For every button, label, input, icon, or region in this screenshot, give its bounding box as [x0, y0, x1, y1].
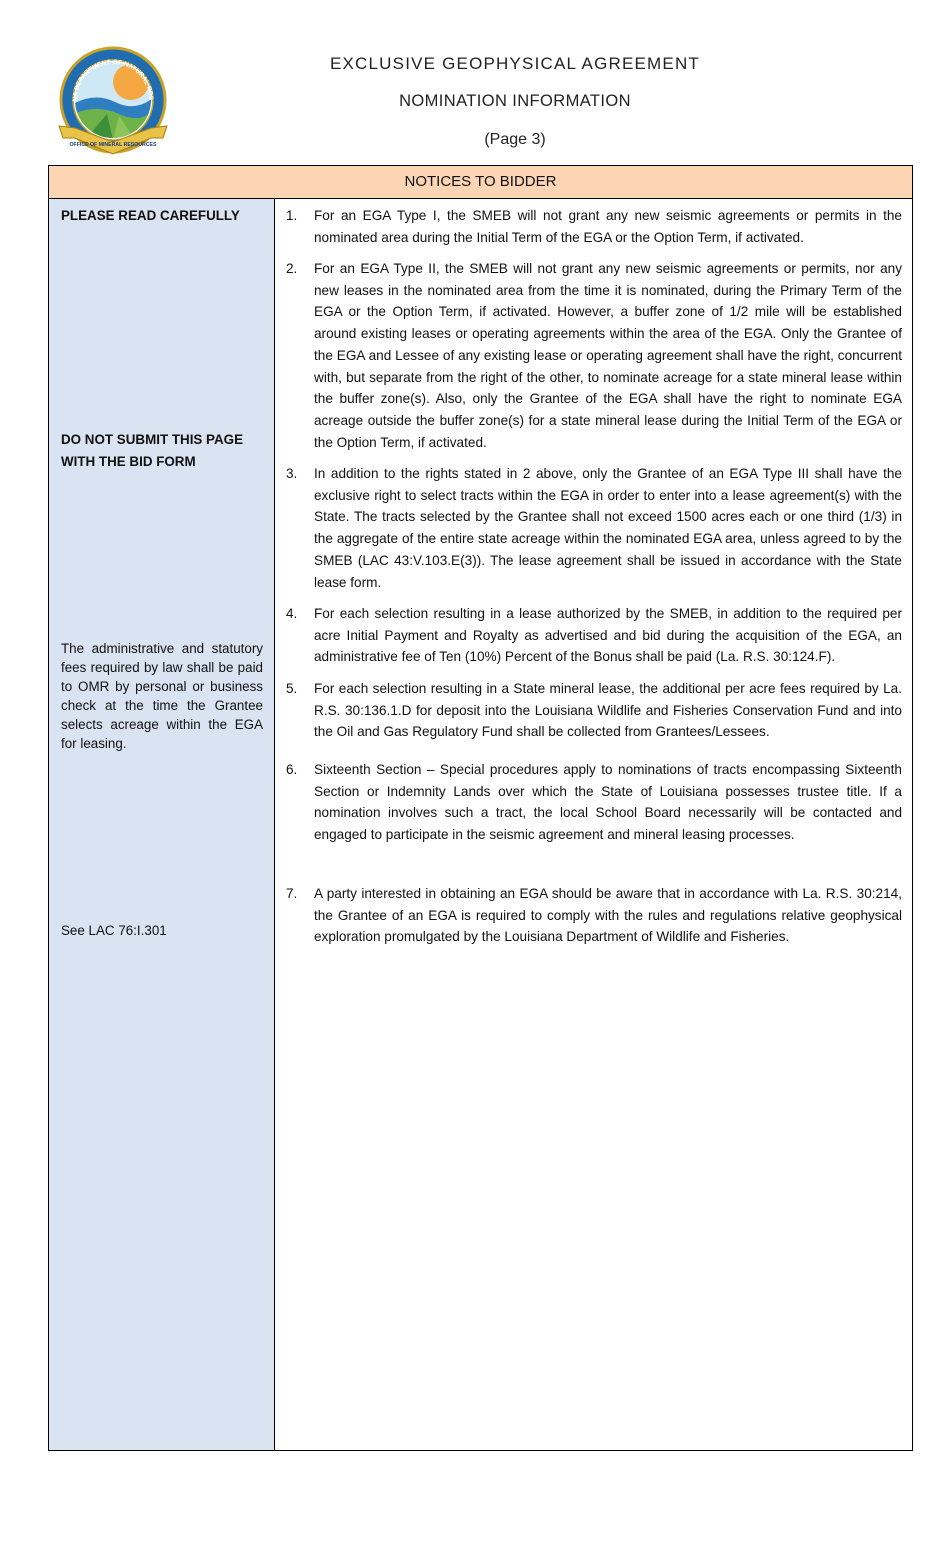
do-not-submit-note: DO NOT SUBMIT THIS PAGE WITH THE BID FORM — [61, 432, 244, 469]
notice-item — [286, 463, 902, 593]
please-read-carefully: PLEASE READ CAREFULLY — [61, 208, 240, 223]
lac-reference: See LAC 76:I.301 — [61, 923, 167, 938]
notice-text: In addition to the rights stated in 2 above, only the Grantee of an EGA Type III shall have the exclusive right to select tracts within the EGA in order to enter into a lease agreement(s) with the State. The tracts selected by the Grantee shall not exceed 1500 acres each or one third (1/3) in the aggregate of the entire state acreage within the nominated EGA area, unless agreed to by the SMEB (LAC 43:V.103.E(3)). The lease agreement shall be issued in accordance with the State lease form. — [314, 466, 902, 590]
notice-number: 1. — [286, 208, 298, 223]
seal-top-text: NA DEPARTMENT OF NATURAL RES — [71, 58, 155, 102]
notice-number: 2. — [286, 261, 298, 276]
notices-banner: NOTICES TO BIDDER — [48, 165, 913, 199]
department-seal-logo — [55, 42, 181, 162]
seal-ribbon-text: OFFICE OF MINERAL RESOURCES — [69, 142, 157, 148]
page-number: (Page 3) — [484, 131, 546, 148]
notice-item — [286, 205, 902, 248]
notice-text: For each selection resulting in a lease authorized by the SMEB, in addition to the required per acre Initial Payment and Royalty as advertised and bid during the acquisition of the EGA, an administrative fee of Ten (10%) Percent of the Bonus shall be paid (La. R.S. 30:124.F). — [314, 606, 902, 665]
notice-number: 3. — [286, 466, 298, 481]
notes-sidebar — [48, 199, 274, 1451]
notice-item — [286, 603, 902, 668]
fees-note: The administrative and statutory fees required by law shall be paid to OMR by personal or business check at the time the Grantee selects acreage within the EGA for leasing. — [61, 641, 263, 751]
notice-item — [286, 883, 902, 948]
notice-item — [286, 759, 902, 846]
form-title: EXCLUSIVE GEOPHYSICAL AGREEMENT — [329, 54, 701, 73]
notice-text: For each selection resulting in a State mineral lease, the additional per acre fees required by La. R.S. 30:136.1.D for deposit into the Louisiana Wildlife and Fisheries Conservation Fund and into the Oil and Gas Regulatory Fund shall be collected from Grantees/Lessees. — [314, 681, 902, 740]
notice-number: 6. — [286, 762, 298, 777]
notice-text: For an EGA Type II, the SMEB will not grant any new seismic agreements or permits, nor any new leases in the nominated area from the time it is nominated, during the Primary Term of the EGA or the Option Term, if activated. However, a buffer zone of 1/2 mile will be established around existing leases or operating agreements within the area of the EGA. Only the Grantee of the EGA and Lessee of any existing lease or operating agreement shall have the right, concurrent with, but separate from the right of the other, to nominate acreage for a state mineral lease within the buffer zone(s). Also, only the Grantee of the EGA shall have the right to nominate EGA acreage outside the buffer zone(s) for a state mineral lease during the Initial Term of the EGA or the Option Term, if activated. — [314, 261, 902, 450]
notice-number: 5. — [286, 681, 298, 696]
notice-number: 4. — [286, 606, 298, 621]
notice-number: 7. — [286, 886, 298, 901]
notice-text: Sixteenth Section – Special procedures apply to nominations of tracts encompassing Sixteenth Section or Indemnity Lands over which the State of Louisiana possesses trustee title. If a nomination involves such a tract, the local School Board necessarily will be contacted and engaged to participate in the seismic agreement and mineral leasing processes. — [314, 762, 902, 843]
form-subtitle: NOMINATION INFORMATION — [399, 92, 631, 110]
notice-item — [286, 258, 902, 453]
notice-text: For an EGA Type I, the SMEB will not grant any new seismic agreements or permits in the nominated area during the Initial Term of the EGA or the Option Term, if activated. — [314, 208, 902, 245]
notice-text: A party interested in obtaining an EGA should be aware that in accordance with La. R.S. 30:214, the Grantee of an EGA is required to comply with the rules and regulations relative geophysical exploration promulgated by the Louisiana Department of Wildlife and Fisheries. — [314, 886, 902, 945]
notice-item — [286, 678, 902, 743]
